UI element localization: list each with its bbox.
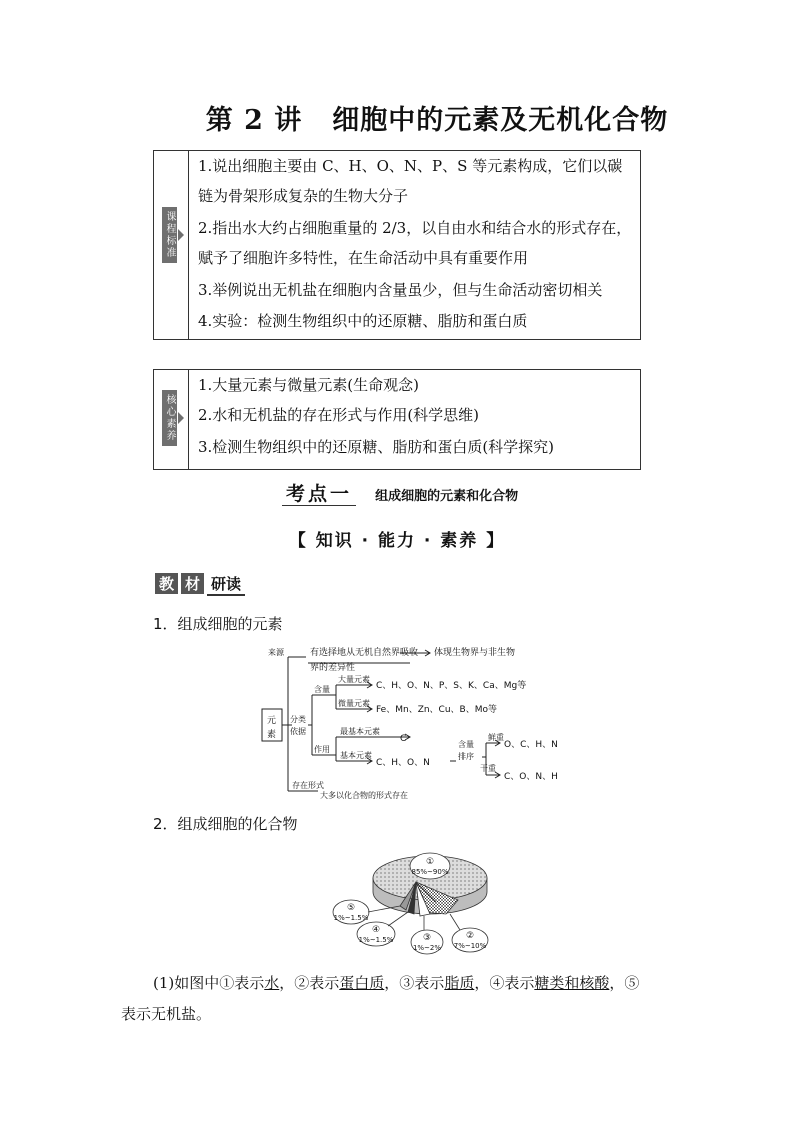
tree-dry-label: 干重 <box>480 764 496 773</box>
tree-basic: C、H、O、N <box>376 758 430 768</box>
tree-source-text1: 有选择地从无机自然界吸收 <box>310 648 419 658</box>
tree-basic-label: 基本元素 <box>340 751 372 760</box>
core-literacy-tag: 核心素养 <box>162 390 177 446</box>
literacy-line-1: 1.大量元素与微量元素(生命观念) <box>198 376 420 394</box>
tree-dry: C、O、N、H <box>504 772 558 782</box>
tree-most-basic-label: 最基本元素 <box>340 727 380 736</box>
literacy-line-2: 2.水和无机盐的存在形式与作用(科学思维) <box>198 406 480 424</box>
tree-classify-1: 分类 <box>290 715 306 724</box>
test-point-title: 组成细胞的元素和化合物 <box>375 489 519 504</box>
textbook-char-2: 材 <box>181 573 204 594</box>
compound-paragraph: (1)如图中①表示水，②表示蛋白质，③表示脂质，④表示糖类和核酸，⑤ 表示无机盐。 <box>121 974 640 1023</box>
tree-fresh-label: 鲜重 <box>488 733 504 742</box>
tree-classify-2: 依据 <box>290 727 306 736</box>
tree-rank-1: 含量 <box>458 740 474 749</box>
pie-label-1-num: ① <box>425 857 435 867</box>
lecture-number: 第 2 讲 <box>205 105 303 136</box>
answer-sugar-nucleic: 糖类和核酸 <box>534 974 610 992</box>
standard-line-5: 3.举例说出无机盐在细胞内含量虽少，但与生命活动密切相关 <box>198 281 603 299</box>
heading-compounds: 2．组成细胞的化合物 <box>153 815 298 833</box>
elements-tree-diagram <box>260 643 580 803</box>
pie-label-5-num: ⑤ <box>346 903 356 913</box>
curriculum-standard-box <box>153 150 641 340</box>
tree-source-text2: 体现生物界与非生物 <box>434 648 516 658</box>
pie-label-4-num: ④ <box>371 925 381 935</box>
tree-exist: 大多以化合物的形式存在 <box>320 791 408 800</box>
test-point-label: 考点一 <box>282 483 356 506</box>
curriculum-standard-tag: 课程标准 <box>162 207 177 263</box>
standard-line-3: 2.指出水大约占细胞重量的 2/3，以自由水和结合水的形式存在， <box>198 219 632 237</box>
standard-line-6: 4.实验：检测生物组织中的还原糖、脂肪和蛋白质 <box>198 312 528 330</box>
tree-source-text3: 界的差异性 <box>310 663 356 673</box>
standard-line-4: 赋予了细胞许多特性，在生命活动中具有重要作用 <box>198 249 529 267</box>
answer-protein: 蛋白质 <box>339 974 385 992</box>
test-point-heading <box>282 479 518 506</box>
pie-label-3-val: 1%~2% <box>412 944 442 952</box>
core-literacy-box <box>153 369 641 470</box>
textbook-reading-label <box>155 573 245 596</box>
tree-root-char-2: 素 <box>267 730 277 740</box>
tree-rank-2: 排序 <box>458 752 474 761</box>
pie-label-2-num: ② <box>465 931 475 941</box>
pie-label-4-val: 1%~1.5% <box>358 936 394 944</box>
compound-pie-diagram <box>328 840 498 960</box>
pie-label-1-val: 85%~90% <box>411 868 449 876</box>
tree-macro-label: 大量元素 <box>338 675 370 684</box>
tree-content-label: 含量 <box>314 685 330 694</box>
tree-root-char-1: 元 <box>267 716 277 726</box>
tree-exist-label: 存在形式 <box>292 781 324 790</box>
standard-line-2: 链为骨架形成复杂的生物大分子 <box>198 187 409 205</box>
textbook-char-1: 教 <box>155 573 178 594</box>
reading-text: 研读 <box>207 573 245 596</box>
tree-macro: C、H、O、N、P、S、K、Ca、Mg等 <box>376 681 527 691</box>
heading-elements: 1．组成细胞的元素 <box>153 615 283 633</box>
lecture-title: 细胞中的元素及无机化合物 <box>332 105 669 136</box>
tree-source-label: 来源 <box>268 648 284 657</box>
answer-water: 水 <box>264 974 280 992</box>
tree-micro: Fe、Mn、Zn、Cu、B、Mo等 <box>376 705 497 715</box>
tree-most-basic: C <box>400 734 407 744</box>
literacy-line-3: 3.检测生物组织中的还原糖、脂肪和蛋白质(科学探究) <box>198 438 555 456</box>
answer-lipid: 脂质 <box>444 974 475 992</box>
tree-role-label: 作用 <box>314 745 330 754</box>
section-heading: 【 知识 · 能力 · 素养 】 <box>288 531 506 551</box>
pie-label-5-val: 1%~1.5% <box>333 914 369 922</box>
tree-micro-label: 微量元素 <box>338 699 370 708</box>
page-title <box>0 98 794 137</box>
pie-label-3-num: ③ <box>422 933 432 943</box>
tree-fresh: O、C、H、N <box>504 740 558 750</box>
pie-label-2-val: 7%~10% <box>453 942 487 950</box>
standard-line-1: 1.说出细胞主要由 C、H、O、N、P、S 等元素构成，它们以碳 <box>198 157 623 175</box>
